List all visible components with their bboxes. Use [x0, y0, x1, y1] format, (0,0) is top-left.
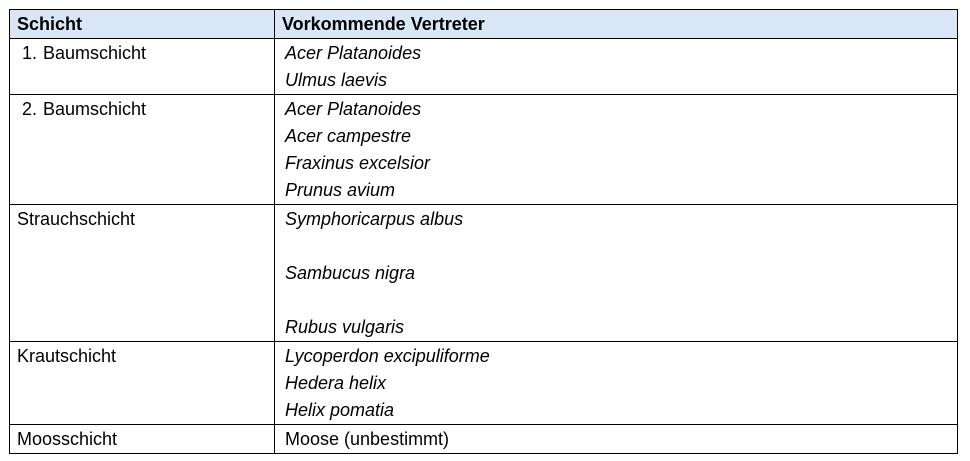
header-layer: Schicht [10, 10, 275, 39]
layer-cell [10, 39, 275, 95]
layer-number: 1. [21, 43, 37, 63]
layer-label: Strauchschicht [17, 209, 136, 229]
layer-cell [10, 205, 275, 342]
species-name: Acer Platanoides [285, 99, 422, 119]
table-row [10, 205, 958, 342]
blank-line [285, 233, 951, 260]
layer-label: Baumschicht [43, 99, 147, 119]
layer-label: Baumschicht [43, 43, 147, 63]
species-name: Lycoperdon excipuliforme [285, 346, 490, 366]
table-row [10, 95, 958, 205]
table-row [10, 425, 958, 454]
vegetation-layers-table [9, 9, 958, 454]
table-row [10, 342, 958, 425]
species-name: Symphoricarpus albus [285, 209, 464, 229]
layer-cell [10, 425, 275, 454]
species-name: Ulmus laevis [285, 70, 388, 90]
layer-cell [10, 95, 275, 205]
species-cell [275, 342, 958, 425]
species-name: Rubus vulgaris [285, 317, 405, 337]
layer-label: Moosschicht [17, 429, 118, 449]
table-header-row [10, 10, 958, 39]
species-name: Hedera helix [285, 373, 387, 393]
header-species: Vorkommende Vertreter [275, 10, 958, 39]
table-row [10, 39, 958, 95]
layer-number: 2. [21, 99, 37, 119]
species-name: Prunus avium [285, 180, 396, 200]
species-name: Acer Platanoides [285, 43, 422, 63]
species-cell [275, 39, 958, 95]
species-name: Fraxinus excelsior [285, 153, 431, 173]
species-name: Acer campestre [285, 126, 412, 146]
blank-line [285, 287, 951, 314]
species-name: Helix pomatia [285, 400, 395, 420]
species-cell [275, 425, 958, 454]
species-cell [275, 95, 958, 205]
layer-label: Krautschicht [17, 346, 117, 366]
species-cell [275, 205, 958, 342]
species-name: Moose (unbestimmt) [285, 429, 450, 449]
species-name: Sambucus nigra [285, 263, 416, 283]
layer-cell [10, 342, 275, 425]
